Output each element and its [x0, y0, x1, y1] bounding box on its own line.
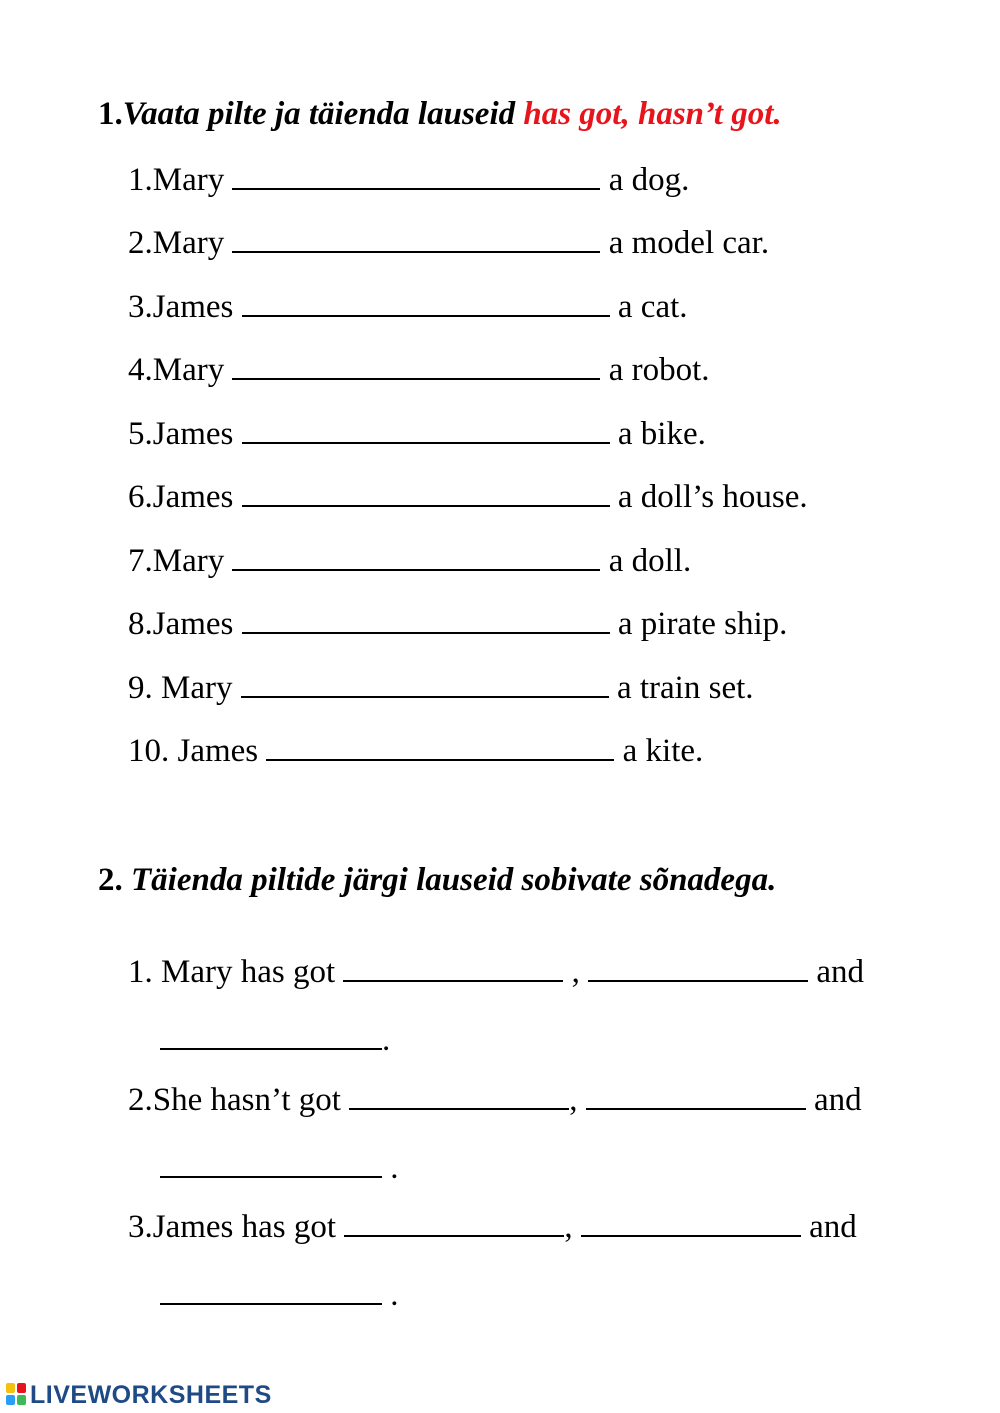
answer-blank[interactable]: [588, 979, 808, 982]
exercise-1-item: [128, 418, 706, 451]
exercise-2-continuation: [160, 1024, 390, 1057]
item-object: a pirate ship.: [617, 606, 788, 642]
exercise-2-item: [128, 1084, 862, 1117]
item-end: .: [390, 1150, 399, 1186]
brand-name: LIVEWORKSHEETS: [30, 1380, 272, 1409]
exercise-2-item: [128, 956, 864, 989]
exercise-1-item: [128, 481, 808, 514]
item-separator: ,: [571, 954, 580, 990]
item-number: 3.: [128, 1209, 153, 1245]
item-object: a model car.: [608, 225, 770, 261]
item-number: 1.: [128, 954, 153, 990]
exercise-1-item: [128, 291, 688, 324]
answer-blank[interactable]: [349, 1107, 569, 1110]
answer-blank[interactable]: [160, 1302, 382, 1305]
answer-blank[interactable]: [232, 250, 600, 253]
item-separator: ,: [569, 1082, 578, 1118]
item-number: 2.: [128, 225, 153, 261]
logo-icon: [6, 1383, 28, 1407]
answer-blank[interactable]: [344, 1234, 564, 1237]
answer-blank[interactable]: [266, 758, 614, 761]
item-subject: Mary: [161, 670, 233, 706]
section-1-heading: [98, 98, 782, 131]
liveworksheets-logo: [6, 1381, 272, 1409]
item-conjunction: and: [813, 1082, 862, 1118]
item-object: a train set.: [616, 670, 754, 706]
item-object: a bike.: [617, 416, 706, 452]
exercise-1-item: [128, 227, 769, 260]
exercise-2-continuation: [160, 1279, 399, 1312]
item-subject: Mary: [152, 162, 225, 198]
item-separator: ,: [564, 1209, 573, 1245]
item-subject: James: [152, 289, 234, 325]
item-end: .: [390, 1277, 399, 1313]
item-object: a doll.: [608, 543, 692, 579]
item-number: 2.: [128, 1082, 153, 1118]
exercise-1-item: [128, 735, 703, 768]
exercise-2-item: [128, 1211, 857, 1244]
section-1-keywords: has got, hasn’t got.: [523, 96, 782, 132]
item-object: a kite.: [622, 733, 704, 769]
item-subject: Mary: [152, 543, 225, 579]
section-1-number: 1.: [98, 96, 123, 132]
answer-blank[interactable]: [586, 1107, 806, 1110]
item-subject: Mary: [152, 225, 225, 261]
item-subject: James: [152, 606, 234, 642]
item-number: 6.: [128, 479, 153, 515]
item-number: 8.: [128, 606, 153, 642]
item-number: 4.: [128, 352, 153, 388]
item-prefix: She hasn’t got: [152, 1082, 341, 1118]
item-number: 1.: [128, 162, 153, 198]
item-number: 7.: [128, 543, 153, 579]
exercise-1-item: [128, 545, 691, 578]
answer-blank[interactable]: [232, 568, 600, 571]
item-number: 3.: [128, 289, 153, 325]
answer-blank[interactable]: [160, 1047, 382, 1050]
answer-blank[interactable]: [241, 695, 609, 698]
answer-blank[interactable]: [343, 979, 563, 982]
exercise-1-item: [128, 354, 710, 387]
item-object: a doll’s house.: [617, 479, 808, 515]
item-prefix: James has got: [152, 1209, 337, 1245]
item-end: .: [382, 1022, 391, 1058]
item-number: 10.: [128, 733, 170, 769]
item-object: a dog.: [608, 162, 690, 198]
item-conjunction: and: [809, 1209, 857, 1245]
item-subject: James: [152, 416, 234, 452]
item-object: a cat.: [617, 289, 688, 325]
answer-blank[interactable]: [242, 631, 610, 634]
item-prefix: Mary has got: [161, 954, 336, 990]
item-conjunction: and: [816, 954, 865, 990]
exercise-1-item: [128, 672, 754, 705]
item-subject: James: [177, 733, 259, 769]
answer-blank[interactable]: [242, 504, 610, 507]
item-subject: Mary: [152, 352, 225, 388]
item-object: a robot.: [608, 352, 710, 388]
section-2-number: 2.: [98, 862, 123, 898]
section-2-heading: [98, 864, 776, 897]
answer-blank[interactable]: [232, 377, 600, 380]
section-2-instruction: Täienda piltide järgi lauseid sobivate sõnadega.: [131, 862, 777, 898]
exercise-1-item: [128, 164, 689, 197]
exercise-1-item: [128, 608, 787, 641]
exercise-2-continuation: [160, 1152, 399, 1185]
item-number: 5.: [128, 416, 153, 452]
answer-blank[interactable]: [242, 314, 610, 317]
answer-blank[interactable]: [242, 441, 610, 444]
item-subject: James: [152, 479, 234, 515]
answer-blank[interactable]: [232, 187, 600, 190]
answer-blank[interactable]: [160, 1175, 382, 1178]
item-number: 9.: [128, 670, 153, 706]
answer-blank[interactable]: [581, 1234, 801, 1237]
section-1-instruction: Vaata pilte ja täienda lauseid: [122, 96, 524, 132]
